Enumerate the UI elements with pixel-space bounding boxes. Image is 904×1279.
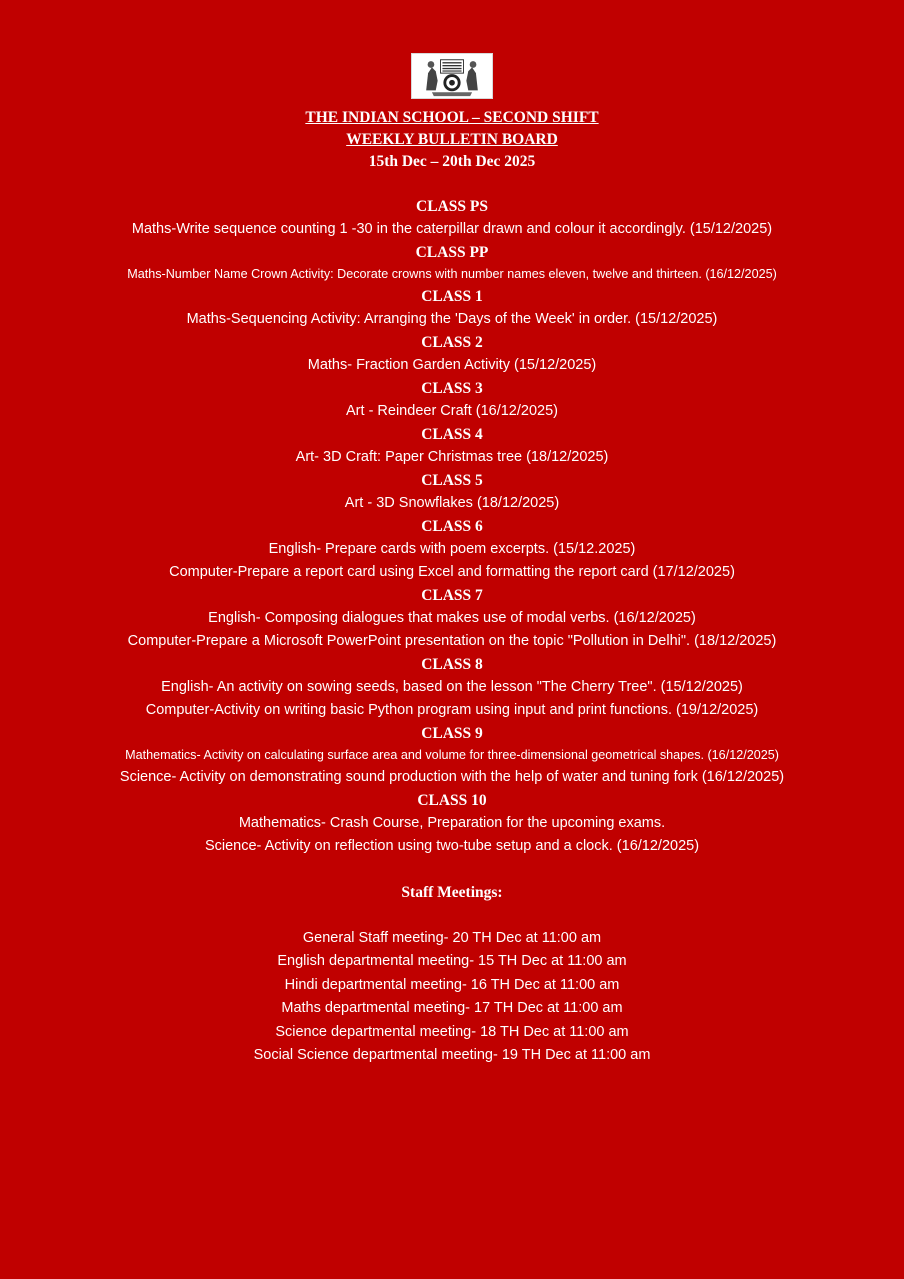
class-heading: CLASS 9 bbox=[421, 725, 483, 742]
class-heading: CLASS 3 bbox=[421, 380, 483, 397]
class-activity: Science- Activity on reflection using two-tube setup and a clock. (16/12/2025) bbox=[204, 838, 700, 854]
staff-meeting-item: General Staff meeting- 20 TH Dec at 11:00 am bbox=[302, 930, 602, 946]
bulletin-content bbox=[0, 107, 904, 1067]
class-heading: CLASS 10 bbox=[417, 792, 487, 809]
class-activities-list bbox=[0, 196, 904, 858]
class-activity: English- Composing dialogues that makes use of modal verbs. (16/12/2025) bbox=[208, 610, 696, 626]
class-activity: Art- 3D Craft: Paper Christmas tree (18/12/2025) bbox=[295, 449, 609, 465]
class-heading: CLASS PS bbox=[416, 198, 488, 215]
class-heading: CLASS 5 bbox=[421, 472, 483, 489]
class-heading: CLASS 4 bbox=[421, 426, 483, 443]
class-activity: Science- Activity on demonstrating sound production with the help of water and tuning fork (16/12/2025) bbox=[119, 769, 785, 785]
class-heading: CLASS 2 bbox=[421, 334, 483, 351]
class-heading: CLASS 8 bbox=[421, 656, 483, 673]
school-crest-icon bbox=[412, 54, 492, 98]
staff-meeting-item: Hindi departmental meeting- 16 TH Dec at 11:00 am bbox=[284, 976, 620, 993]
class-heading: CLASS PP bbox=[415, 244, 489, 261]
class-activity: Maths-Write sequence counting 1 -30 in the caterpillar drawn and colour it accordingly. (15/12/2025) bbox=[131, 221, 773, 237]
class-activity: Art - 3D Snowflakes (18/12/2025) bbox=[344, 495, 560, 511]
date-range: 15th Dec – 20th Dec 2025 bbox=[368, 153, 536, 170]
class-activity: Mathematics- Activity on calculating surface area and volume for three-dimensional geometrical shapes. (16/12/2025) bbox=[125, 748, 779, 762]
staff-meeting-item: Maths departmental meeting- 17 TH Dec at 11:00 am bbox=[281, 1000, 623, 1017]
class-heading: CLASS 1 bbox=[421, 288, 483, 305]
staff-meeting-item: English departmental meeting- 15 TH Dec at 11:00 am bbox=[277, 953, 627, 970]
staff-meetings-list bbox=[0, 927, 904, 1067]
bulletin-title: WEEKLY BULLETIN BOARD bbox=[346, 131, 558, 148]
class-activity: Mathematics- Crash Course, Preparation for the upcoming exams. bbox=[238, 815, 666, 831]
class-heading: CLASS 6 bbox=[421, 518, 483, 535]
staff-meeting-item: Social Science departmental meeting- 19 TH Dec at 11:00 am bbox=[253, 1047, 651, 1064]
class-activity: English- An activity on sowing seeds, based on the lesson "The Cherry Tree". (15/12/2025) bbox=[161, 679, 743, 695]
class-activity: Art - Reindeer Craft (16/12/2025) bbox=[346, 403, 558, 419]
school-name: THE INDIAN SCHOOL – SECOND SHIFT bbox=[305, 109, 599, 126]
class-heading: CLASS 7 bbox=[421, 587, 483, 604]
class-activity: Maths- Fraction Garden Activity (15/12/2025) bbox=[307, 357, 597, 373]
school-crest-logo bbox=[411, 53, 493, 99]
class-activity: Computer-Prepare a Microsoft PowerPoint presentation on the topic "Pollution in Delhi". (18/12/2025) bbox=[127, 633, 777, 649]
class-activity: Computer-Prepare a report card using Excel and formatting the report card (17/12/2025) bbox=[169, 564, 735, 580]
class-activity: English- Prepare cards with poem excerpts. (15/12.2025) bbox=[268, 541, 636, 557]
staff-meeting-item: Science departmental meeting- 18 TH Dec at 11:00 am bbox=[275, 1023, 629, 1040]
class-activity: Maths-Number Name Crown Activity: Decorate crowns with number names eleven, twelve and thirteen. (16/12/2025) bbox=[127, 267, 777, 281]
spacer bbox=[0, 173, 904, 195]
class-activity: Maths-Sequencing Activity: Arranging the 'Days of the Week' in order. (15/12/2025) bbox=[186, 311, 718, 327]
class-activity: Computer-Activity on writing basic Python program using input and print functions. (19/12/2025) bbox=[145, 702, 759, 718]
staff-meetings-heading: Staff Meetings: bbox=[401, 884, 503, 901]
